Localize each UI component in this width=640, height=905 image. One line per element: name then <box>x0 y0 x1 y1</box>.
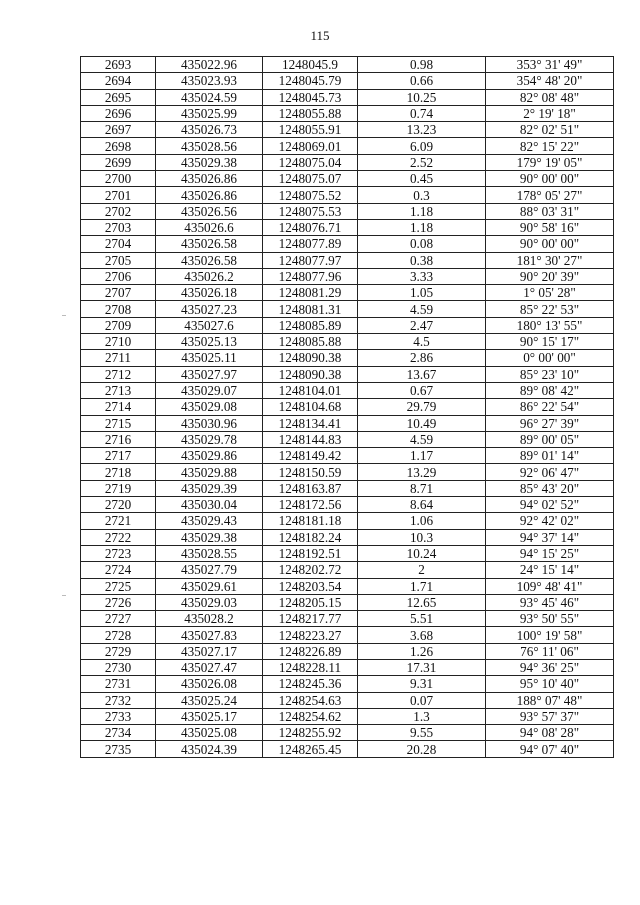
cell-point: 2693 <box>81 57 156 73</box>
table-row <box>81 268 614 284</box>
cell-distance: 1.17 <box>358 448 486 464</box>
cell-point: 2725 <box>81 578 156 594</box>
cell-y: 1248192.51 <box>263 545 358 561</box>
cell-distance: 1.05 <box>358 285 486 301</box>
cell-distance: 0.67 <box>358 382 486 398</box>
cell-y: 1248265.45 <box>263 741 358 757</box>
table-row <box>81 171 614 187</box>
cell-y: 1248150.59 <box>263 464 358 480</box>
cell-distance: 2.47 <box>358 317 486 333</box>
table-row <box>81 122 614 138</box>
cell-angle: 96° 27' 39" <box>486 415 614 431</box>
cell-angle: 82° 02' 51" <box>486 122 614 138</box>
cell-distance: 9.31 <box>358 676 486 692</box>
cell-angle: 85° 22' 53" <box>486 301 614 317</box>
cell-x: 435025.11 <box>156 350 263 366</box>
cell-angle: 94° 02' 52" <box>486 497 614 513</box>
cell-y: 1248081.29 <box>263 285 358 301</box>
cell-angle: 94° 07' 40" <box>486 741 614 757</box>
cell-point: 2694 <box>81 73 156 89</box>
cell-distance: 10.49 <box>358 415 486 431</box>
cell-point: 2701 <box>81 187 156 203</box>
cell-y: 1248134.41 <box>263 415 358 431</box>
cell-angle: 2° 19' 18" <box>486 105 614 121</box>
cell-point: 2703 <box>81 219 156 235</box>
margin-mark <box>62 315 66 316</box>
cell-angle: 1° 05' 28" <box>486 285 614 301</box>
cell-point: 2705 <box>81 252 156 268</box>
cell-x: 435026.6 <box>156 219 263 235</box>
cell-y: 1248149.42 <box>263 448 358 464</box>
cell-angle: 353° 31' 49" <box>486 57 614 73</box>
cell-angle: 181° 30' 27" <box>486 252 614 268</box>
cell-distance: 3.68 <box>358 627 486 643</box>
cell-y: 1248045.9 <box>263 57 358 73</box>
cell-x: 435029.86 <box>156 448 263 464</box>
cell-distance: 1.3 <box>358 708 486 724</box>
table-row <box>81 480 614 496</box>
table-row <box>81 415 614 431</box>
cell-point: 2716 <box>81 431 156 447</box>
cell-x: 435028.55 <box>156 545 263 561</box>
cell-distance: 4.59 <box>358 431 486 447</box>
cell-point: 2695 <box>81 89 156 105</box>
cell-distance: 8.64 <box>358 497 486 513</box>
table-row <box>81 725 614 741</box>
cell-y: 1248144.83 <box>263 431 358 447</box>
table-row <box>81 334 614 350</box>
table-row <box>81 464 614 480</box>
cell-y: 1248075.04 <box>263 154 358 170</box>
cell-point: 2735 <box>81 741 156 757</box>
coordinates-table-body <box>81 57 614 758</box>
cell-x: 435029.03 <box>156 594 263 610</box>
cell-point: 2704 <box>81 236 156 252</box>
cell-angle: 82° 15' 22" <box>486 138 614 154</box>
cell-angle: 24° 15' 14" <box>486 562 614 578</box>
cell-angle: 85° 23' 10" <box>486 366 614 382</box>
table-row <box>81 285 614 301</box>
cell-distance: 20.28 <box>358 741 486 757</box>
cell-y: 1248217.77 <box>263 611 358 627</box>
cell-y: 1248228.11 <box>263 659 358 675</box>
cell-x: 435025.17 <box>156 708 263 724</box>
cell-point: 2711 <box>81 350 156 366</box>
cell-angle: 95° 10' 40" <box>486 676 614 692</box>
cell-distance: 0.45 <box>358 171 486 187</box>
cell-y: 1248255.92 <box>263 725 358 741</box>
cell-distance: 1.18 <box>358 219 486 235</box>
cell-y: 1248172.56 <box>263 497 358 513</box>
table-row <box>81 594 614 610</box>
cell-x: 435024.59 <box>156 89 263 105</box>
cell-x: 435026.2 <box>156 268 263 284</box>
cell-point: 2723 <box>81 545 156 561</box>
table-row <box>81 57 614 73</box>
cell-x: 435027.6 <box>156 317 263 333</box>
cell-angle: 93° 45' 46" <box>486 594 614 610</box>
cell-y: 1248090.38 <box>263 366 358 382</box>
cell-distance: 0.38 <box>358 252 486 268</box>
table-row <box>81 203 614 219</box>
cell-x: 435026.08 <box>156 676 263 692</box>
cell-distance: 13.29 <box>358 464 486 480</box>
cell-x: 435027.23 <box>156 301 263 317</box>
cell-distance: 17.31 <box>358 659 486 675</box>
cell-y: 1248069.01 <box>263 138 358 154</box>
cell-distance: 0.98 <box>358 57 486 73</box>
cell-point: 2733 <box>81 708 156 724</box>
table-row <box>81 562 614 578</box>
cell-y: 1248077.97 <box>263 252 358 268</box>
table-row <box>81 89 614 105</box>
cell-distance: 1.18 <box>358 203 486 219</box>
cell-x: 435022.96 <box>156 57 263 73</box>
coordinates-table <box>80 56 614 758</box>
table-row <box>81 73 614 89</box>
cell-y: 1248055.88 <box>263 105 358 121</box>
cell-y: 1248085.89 <box>263 317 358 333</box>
cell-angle: 188° 07' 48" <box>486 692 614 708</box>
cell-y: 1248181.18 <box>263 513 358 529</box>
cell-point: 2731 <box>81 676 156 692</box>
cell-x: 435029.39 <box>156 480 263 496</box>
cell-x: 435029.88 <box>156 464 263 480</box>
cell-y: 1248205.15 <box>263 594 358 610</box>
cell-distance: 0.07 <box>358 692 486 708</box>
cell-distance: 1.06 <box>358 513 486 529</box>
table-row <box>81 497 614 513</box>
cell-y: 1248203.54 <box>263 578 358 594</box>
cell-x: 435026.86 <box>156 187 263 203</box>
cell-angle: 92° 06' 47" <box>486 464 614 480</box>
cell-angle: 85° 43' 20" <box>486 480 614 496</box>
cell-angle: 354° 48' 20" <box>486 73 614 89</box>
cell-distance: 13.23 <box>358 122 486 138</box>
cell-x: 435029.08 <box>156 399 263 415</box>
cell-x: 435024.39 <box>156 741 263 757</box>
table-row <box>81 219 614 235</box>
cell-y: 1248226.89 <box>263 643 358 659</box>
table-row <box>81 627 614 643</box>
cell-x: 435030.04 <box>156 497 263 513</box>
cell-distance: 8.71 <box>358 480 486 496</box>
cell-x: 435029.43 <box>156 513 263 529</box>
cell-point: 2717 <box>81 448 156 464</box>
cell-angle: 89° 08' 42" <box>486 382 614 398</box>
cell-point: 2718 <box>81 464 156 480</box>
table-row <box>81 545 614 561</box>
cell-x: 435028.2 <box>156 611 263 627</box>
cell-x: 435026.86 <box>156 171 263 187</box>
cell-x: 435025.13 <box>156 334 263 350</box>
cell-point: 2722 <box>81 529 156 545</box>
cell-distance: 2 <box>358 562 486 578</box>
table-row <box>81 399 614 415</box>
table-row <box>81 317 614 333</box>
cell-x: 435027.79 <box>156 562 263 578</box>
cell-x: 435029.07 <box>156 382 263 398</box>
cell-distance: 0.74 <box>358 105 486 121</box>
cell-x: 435029.78 <box>156 431 263 447</box>
cell-distance: 12.65 <box>358 594 486 610</box>
table-row <box>81 529 614 545</box>
table-row <box>81 578 614 594</box>
cell-y: 1248182.24 <box>263 529 358 545</box>
cell-point: 2715 <box>81 415 156 431</box>
cell-y: 1248077.96 <box>263 268 358 284</box>
cell-y: 1248104.68 <box>263 399 358 415</box>
cell-x: 435030.96 <box>156 415 263 431</box>
cell-distance: 13.67 <box>358 366 486 382</box>
cell-distance: 1.71 <box>358 578 486 594</box>
cell-point: 2726 <box>81 594 156 610</box>
margin-mark <box>62 595 66 596</box>
cell-angle: 94° 08' 28" <box>486 725 614 741</box>
table-row <box>81 154 614 170</box>
table-row <box>81 382 614 398</box>
cell-angle: 94° 37' 14" <box>486 529 614 545</box>
cell-angle: 0° 00' 00" <box>486 350 614 366</box>
cell-angle: 76° 11' 06" <box>486 643 614 659</box>
table-row <box>81 611 614 627</box>
cell-point: 2720 <box>81 497 156 513</box>
cell-distance: 2.52 <box>358 154 486 170</box>
cell-y: 1248104.01 <box>263 382 358 398</box>
cell-point: 2700 <box>81 171 156 187</box>
cell-angle: 90° 15' 17" <box>486 334 614 350</box>
table-row <box>81 236 614 252</box>
cell-x: 435026.56 <box>156 203 263 219</box>
cell-x: 435026.73 <box>156 122 263 138</box>
table-row <box>81 676 614 692</box>
table-row <box>81 741 614 757</box>
cell-distance: 0.3 <box>358 187 486 203</box>
cell-point: 2721 <box>81 513 156 529</box>
table-row <box>81 643 614 659</box>
cell-y: 1248076.71 <box>263 219 358 235</box>
cell-x: 435026.58 <box>156 252 263 268</box>
cell-y: 1248055.91 <box>263 122 358 138</box>
table-row <box>81 659 614 675</box>
cell-point: 2724 <box>81 562 156 578</box>
page-number: 115 <box>310 28 330 43</box>
cell-point: 2707 <box>81 285 156 301</box>
table-row <box>81 187 614 203</box>
table-row <box>81 366 614 382</box>
cell-angle: 90° 00' 00" <box>486 236 614 252</box>
cell-x: 435025.99 <box>156 105 263 121</box>
cell-point: 2698 <box>81 138 156 154</box>
cell-x: 435029.61 <box>156 578 263 594</box>
cell-x: 435029.38 <box>156 529 263 545</box>
cell-x: 435025.24 <box>156 692 263 708</box>
cell-point: 2702 <box>81 203 156 219</box>
cell-angle: 94° 36' 25" <box>486 659 614 675</box>
cell-distance: 5.51 <box>358 611 486 627</box>
cell-distance: 29.79 <box>358 399 486 415</box>
cell-angle: 90° 00' 00" <box>486 171 614 187</box>
cell-y: 1248254.63 <box>263 692 358 708</box>
cell-angle: 179° 19' 05" <box>486 154 614 170</box>
cell-distance: 9.55 <box>358 725 486 741</box>
cell-point: 2712 <box>81 366 156 382</box>
cell-distance: 4.59 <box>358 301 486 317</box>
cell-y: 1248077.89 <box>263 236 358 252</box>
table-row <box>81 708 614 724</box>
cell-angle: 93° 50' 55" <box>486 611 614 627</box>
cell-y: 1248085.88 <box>263 334 358 350</box>
cell-angle: 93° 57' 37" <box>486 708 614 724</box>
cell-angle: 89° 01' 14" <box>486 448 614 464</box>
cell-y: 1248045.73 <box>263 89 358 105</box>
cell-point: 2696 <box>81 105 156 121</box>
cell-point: 2732 <box>81 692 156 708</box>
cell-point: 2727 <box>81 611 156 627</box>
cell-angle: 90° 20' 39" <box>486 268 614 284</box>
cell-point: 2708 <box>81 301 156 317</box>
cell-y: 1248245.36 <box>263 676 358 692</box>
table-row <box>81 513 614 529</box>
cell-distance: 4.5 <box>358 334 486 350</box>
cell-distance: 10.25 <box>358 89 486 105</box>
cell-distance: 2.86 <box>358 350 486 366</box>
cell-angle: 82° 08' 48" <box>486 89 614 105</box>
cell-angle: 109° 48' 41" <box>486 578 614 594</box>
cell-distance: 6.09 <box>358 138 486 154</box>
cell-y: 1248075.53 <box>263 203 358 219</box>
cell-point: 2709 <box>81 317 156 333</box>
cell-angle: 92° 42' 02" <box>486 513 614 529</box>
cell-point: 2729 <box>81 643 156 659</box>
cell-x: 435023.93 <box>156 73 263 89</box>
cell-x: 435026.18 <box>156 285 263 301</box>
cell-y: 1248202.72 <box>263 562 358 578</box>
cell-y: 1248163.87 <box>263 480 358 496</box>
table-row <box>81 350 614 366</box>
cell-point: 2697 <box>81 122 156 138</box>
cell-point: 2719 <box>81 480 156 496</box>
cell-angle: 86° 22' 54" <box>486 399 614 415</box>
cell-distance: 0.66 <box>358 73 486 89</box>
cell-point: 2713 <box>81 382 156 398</box>
cell-angle: 89° 00' 05" <box>486 431 614 447</box>
cell-y: 1248081.31 <box>263 301 358 317</box>
table-row <box>81 138 614 154</box>
cell-y: 1248075.52 <box>263 187 358 203</box>
cell-distance: 10.3 <box>358 529 486 545</box>
cell-distance: 0.08 <box>358 236 486 252</box>
cell-distance: 3.33 <box>358 268 486 284</box>
cell-y: 1248223.27 <box>263 627 358 643</box>
cell-x: 435028.56 <box>156 138 263 154</box>
cell-point: 2728 <box>81 627 156 643</box>
cell-y: 1248045.79 <box>263 73 358 89</box>
cell-x: 435027.97 <box>156 366 263 382</box>
cell-point: 2706 <box>81 268 156 284</box>
table-row <box>81 252 614 268</box>
cell-distance: 10.24 <box>358 545 486 561</box>
cell-x: 435027.83 <box>156 627 263 643</box>
cell-x: 435025.08 <box>156 725 263 741</box>
cell-point: 2734 <box>81 725 156 741</box>
cell-angle: 94° 15' 25" <box>486 545 614 561</box>
cell-point: 2714 <box>81 399 156 415</box>
cell-angle: 88° 03' 31" <box>486 203 614 219</box>
table-row <box>81 105 614 121</box>
cell-point: 2699 <box>81 154 156 170</box>
cell-x: 435027.47 <box>156 659 263 675</box>
cell-x: 435026.58 <box>156 236 263 252</box>
cell-x: 435029.38 <box>156 154 263 170</box>
cell-distance: 1.26 <box>358 643 486 659</box>
cell-point: 2730 <box>81 659 156 675</box>
table-row <box>81 692 614 708</box>
cell-y: 1248254.62 <box>263 708 358 724</box>
cell-point: 2710 <box>81 334 156 350</box>
cell-y: 1248075.07 <box>263 171 358 187</box>
cell-angle: 90° 58' 16" <box>486 219 614 235</box>
table-row <box>81 448 614 464</box>
cell-angle: 178° 05' 27" <box>486 187 614 203</box>
cell-angle: 100° 19' 58" <box>486 627 614 643</box>
cell-x: 435027.17 <box>156 643 263 659</box>
cell-angle: 180° 13' 55" <box>486 317 614 333</box>
table-row <box>81 431 614 447</box>
cell-y: 1248090.38 <box>263 350 358 366</box>
table-row <box>81 301 614 317</box>
